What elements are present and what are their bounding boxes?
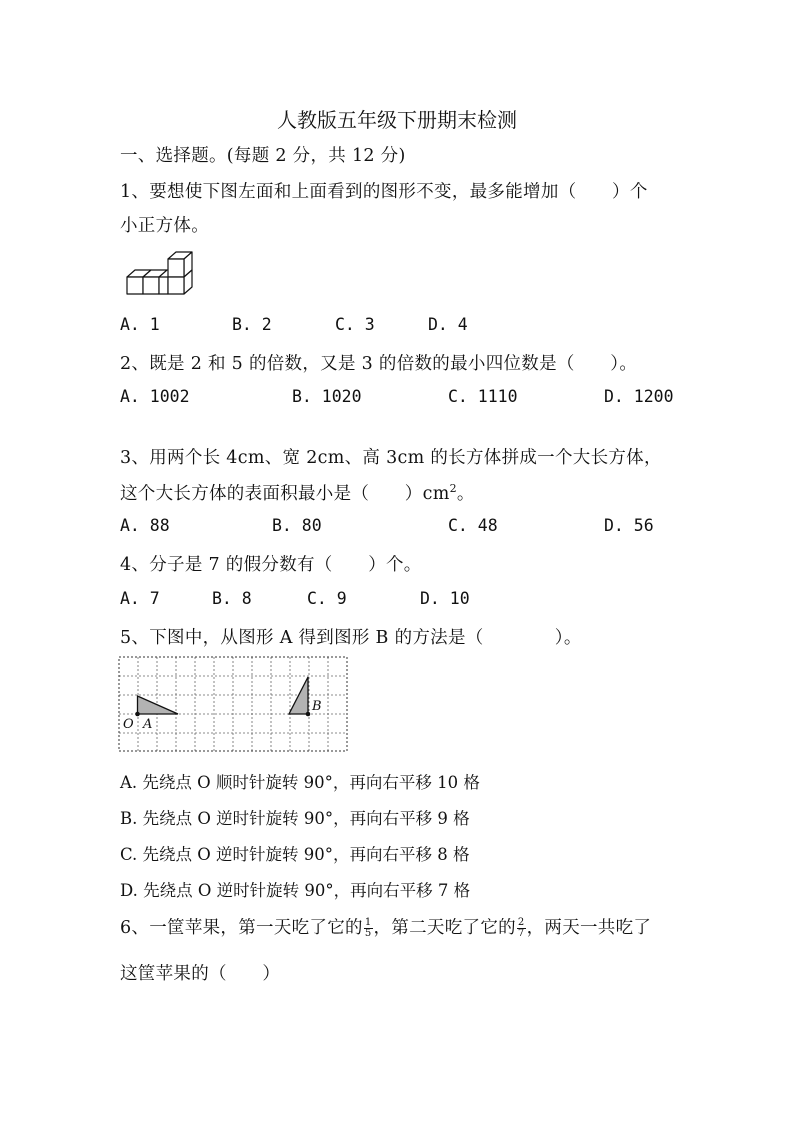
question-1-line-2: 小正方体。 <box>120 216 209 236</box>
question-6-line-2: 这筐苹果的（ ） <box>120 964 281 984</box>
q4-option-b[interactable]: B. 8 <box>212 589 252 608</box>
q4-option-a[interactable]: A. 7 <box>120 589 160 608</box>
point-b-marker <box>306 712 311 717</box>
q1-option-c[interactable]: C. 3 <box>335 315 375 334</box>
q2-option-a[interactable]: A. 1002 <box>120 387 190 406</box>
question-3-line-2 <box>120 480 475 505</box>
q4-option-d[interactable]: D. 10 <box>420 589 470 608</box>
fraction-one-fifth <box>364 918 373 939</box>
q4-option-c[interactable]: C. 9 <box>307 589 347 608</box>
label-o: O <box>123 717 134 732</box>
q3-unit-superscript: 2 <box>449 482 457 496</box>
q5-option-d[interactable]: D. 先绕点 O 逆时针旋转 90°，再向右平移 7 格 <box>120 881 471 900</box>
q2-option-c[interactable]: C. 1110 <box>448 387 518 406</box>
q1-option-a[interactable]: A. 1 <box>120 315 160 334</box>
point-o-marker <box>135 712 140 717</box>
fraction-2-numerator: 2 <box>517 917 525 928</box>
q1-option-d[interactable]: D. 4 <box>428 315 468 334</box>
question-6-line-1 <box>120 914 651 939</box>
q6-part-2: ，第二天吃了它的 <box>373 918 516 938</box>
q3-option-a[interactable]: A. 88 <box>120 516 170 535</box>
fraction-1-numerator: 1 <box>364 917 372 928</box>
q5-option-b[interactable]: B. 先绕点 O 逆时针旋转 90°，再向右平移 9 格 <box>120 809 470 828</box>
fraction-two-sevenths <box>517 918 526 939</box>
triangle-b <box>289 677 308 714</box>
question-5: 5、下图中，从图形 A 得到图形 B 的方法是（ ）。 <box>120 628 582 648</box>
cube-stack-figure <box>124 247 194 297</box>
question-1-line-1: 1、要想使下图左面和上面看到的图形不变，最多能增加（ ）个 <box>120 182 648 202</box>
q1-option-b[interactable]: B. 2 <box>232 315 272 334</box>
q5-option-a[interactable]: A. 先绕点 O 顺时针旋转 90°，再向右平移 10 格 <box>120 773 480 792</box>
q3-option-d[interactable]: D. 56 <box>604 516 654 535</box>
fraction-2-denominator: 7 <box>517 928 525 939</box>
q6-part-1: 6、一筐苹果，第一天吃了它的 <box>120 918 363 938</box>
grid-rotation-figure <box>118 656 348 752</box>
triangle-a <box>138 696 179 714</box>
q6-part-3: ，两天一共吃了 <box>526 918 652 938</box>
label-b: B <box>312 699 322 714</box>
question-2: 2、既是 2 和 5 的倍数，又是 3 的倍数的最小四位数是（ ）。 <box>120 354 638 374</box>
section-heading: 一、选择题。(每题 2 分，共 12 分) <box>120 146 406 166</box>
page-title: 人教版五年级下册期末检测 <box>277 108 517 132</box>
q5-option-c[interactable]: C. 先绕点 O 逆时针旋转 90°，再向右平移 8 格 <box>120 845 470 864</box>
q2-option-b[interactable]: B. 1020 <box>292 387 362 406</box>
q3-line-2-text: 这个大长方体的表面积最小是（ ）cm <box>120 484 450 504</box>
label-a: A <box>143 717 153 732</box>
q3-option-b[interactable]: B. 80 <box>272 516 322 535</box>
q3-line-2-end: 。 <box>456 484 475 504</box>
q3-option-c[interactable]: C. 48 <box>448 516 498 535</box>
question-4: 4、分子是 7 的假分数有（ ）个。 <box>120 555 422 575</box>
fraction-1-denominator: 5 <box>364 928 372 939</box>
question-3-line-1: 3、用两个长 4cm、宽 2cm、高 3cm 的长方体拼成一个大长方体， <box>120 448 662 468</box>
q2-option-d[interactable]: D. 1200 <box>604 387 674 406</box>
